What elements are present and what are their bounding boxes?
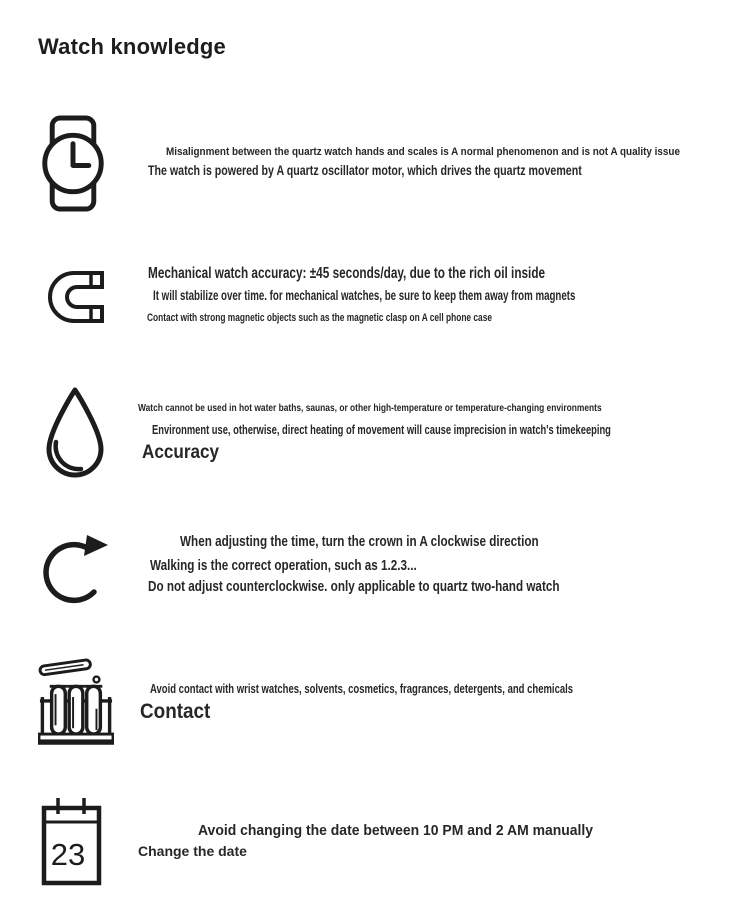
page-title: Watch knowledge [38,34,226,59]
info-line: Do not adjust counterclockwise. only applicable to quartz two-hand watch [148,578,560,595]
section-date-change [0,790,750,890]
water-drop-icon [40,385,110,485]
calendar-icon [40,795,103,887]
test-tubes-icon [38,652,114,745]
calendar-day: 23 [50,837,86,872]
section-quartz-movement [0,112,750,222]
info-line: Watch cannot be used in hot water baths, saunas, or other high-temperature or temperature-changing environments [138,402,602,414]
info-line: Mechanical watch accuracy: ±45 seconds/day, due to the rich oil inside [148,265,546,282]
info-line: Avoid changing the date between 10 PM and 2 AM manually [198,822,594,839]
info-line: When adjusting the time, turn the crown in A clockwise direction [180,533,539,550]
wristwatch-icon [38,115,108,212]
info-line: Avoid contact with wrist watches, solvents, cosmetics, fragrances, detergents, and chemicals [150,682,574,696]
magnet-icon [46,267,106,327]
info-line: Misalignment between the quartz watch hands and scales is A normal phenomenon and is not A quality issue [166,146,680,158]
section-crown-adjustment [0,524,750,614]
info-line: Change the date [138,843,247,859]
section-chemicals [0,645,750,745]
info-line: The watch is powered by A quartz oscillator motor, which drives the quartz movement [148,162,582,178]
clockwise-arrow-icon [40,528,110,608]
info-line: It will stabilize over time. for mechanical watches, be sure to keep them away from magnets [153,288,576,303]
info-line: Environment use, otherwise, direct heating of movement will cause imprecision in watch's timekeeping [152,422,611,437]
section-magnetism [0,260,750,340]
section-heading: Accuracy [142,442,220,463]
section-heading: Contact [140,700,211,723]
info-line: Contact with strong magnetic objects such as the magnetic clasp on A cell phone case [147,312,493,324]
info-line: Walking is the correct operation, such as 1.2.3... [150,557,417,574]
section-temperature [0,383,750,488]
